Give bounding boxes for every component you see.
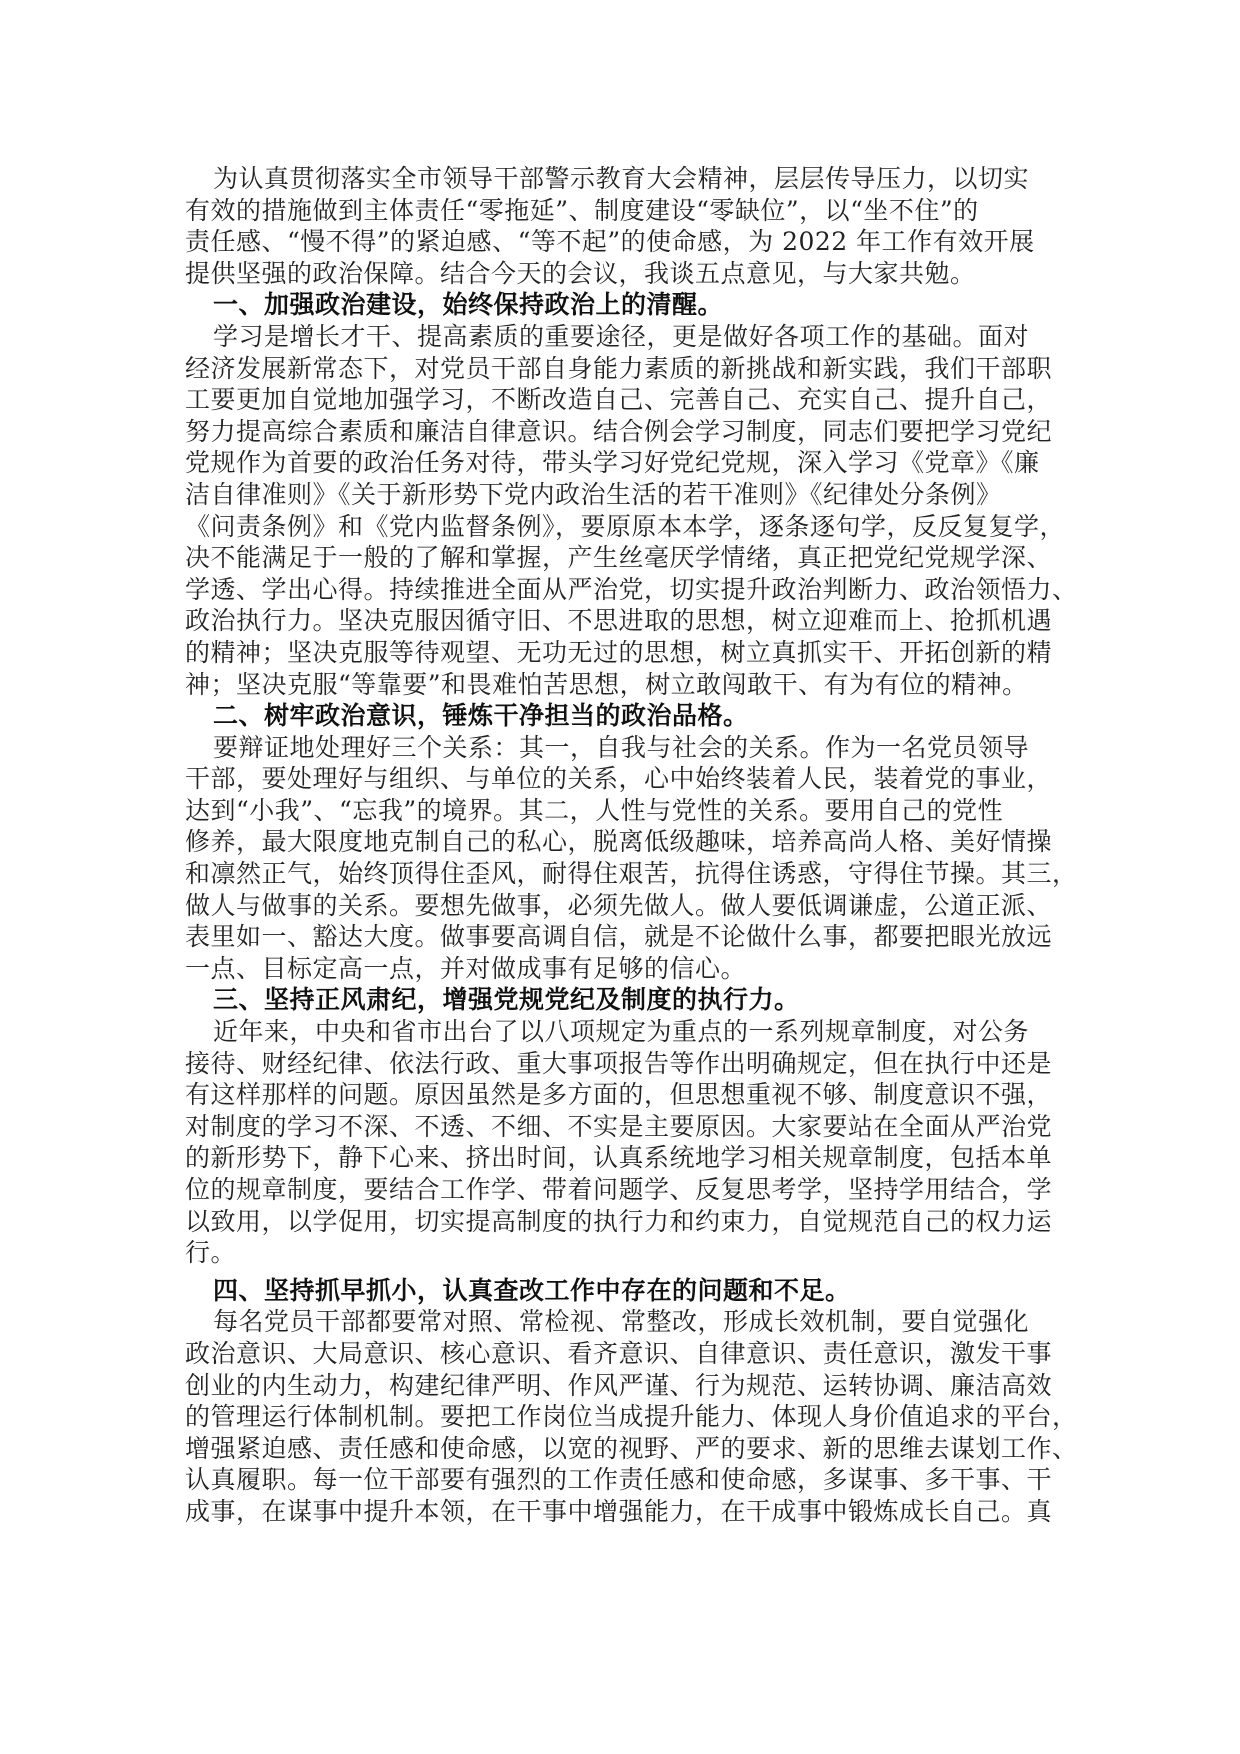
text-line: 努力提高综合素质和廉洁自律意识。结合例会学习制度，同志们要把学习党纪	[185, 416, 1053, 446]
text-line: 为认真贯彻落实全市领导干部警示教育大会精神，层层传导压力，以切实	[213, 164, 1030, 193]
text-line: 认真履职。每一位干部要有强烈的工作责任感和使命感，多谋事、多干事、干	[185, 1465, 1053, 1495]
text-line: 增强紧迫感、责任感和使命感，以宽的视野、严的要求、新的思维去谋划工作、	[185, 1433, 1078, 1463]
intro-paragraph	[185, 163, 1065, 289]
text-line: 有这样那样的问题。原因虽然是多方面的，但思想重视不够、制度意识不强，	[185, 1080, 1053, 1110]
section-2	[185, 700, 1078, 984]
text-line: 政治意识、大局意识、核心意识、看齐意识、自律意识、责任意识，激发干事	[185, 1338, 1053, 1368]
text-line: 创业的内生动力，构建纪律严明、作风严谨、行为规范、运转协调、廉洁高效	[185, 1370, 1053, 1400]
text-line: 学习是增长才干、提高素质的重要途径，更是做好各项工作的基础。面对	[213, 321, 1030, 351]
text-line: 以致用，以学促用，切实提高制度的执行力和约束力，自觉规范自己的权力运	[185, 1206, 1053, 1236]
text-line: 表里如一、豁达大度。做事要高调自信，就是不论做什么事，都要把眼光放远	[185, 922, 1053, 952]
section-heading: 一、加强政治建设，始终保持政治上的清醒。	[213, 290, 724, 320]
section-4	[185, 1275, 1078, 1528]
text-line: 要辩证地处理好三个关系：其一，自我与社会的关系。作为一名党员领导	[213, 732, 1030, 762]
text-line: 达到“小我”、“忘我”的境界。其二，人性与党性的关系。要用自己的党性	[185, 795, 1004, 825]
text-line: 学透、学出心得。持续推进全面从严治党，切实提升政治判断力、政治领悟力、	[185, 574, 1078, 604]
section-heading: 二、树牢政治意识，锤炼干净担当的政治品格。	[213, 701, 749, 731]
text-line: 党规作为首要的政治任务对待，带头学习好党纪党规，深入学习《党章》《廉	[185, 448, 1040, 478]
text-line: 的精神；坚决克服等待观望、无功无过的思想，树立真抓实干、开拓创新的精	[185, 637, 1053, 667]
text-line: 位的规章制度，要结合工作学、带着问题学、反复思考学，坚持学用结合，学	[185, 1175, 1053, 1204]
text-line: 的管理运行体制机制。要把工作岗位当成提升能力、体现人身价值追求的平台，	[185, 1402, 1078, 1432]
text-line: 接待、财经纪律、依法行政、重大事项报告等作出明确规定，但在执行中还是	[185, 1048, 1053, 1078]
text-line: 经济发展新常态下，对党员干部自身能力素质的新挑战和新实践，我们干部职	[185, 353, 1053, 383]
section-heading: 三、坚持正风肃纪，增强党规党纪及制度的执行力。	[213, 985, 800, 1015]
text-line: 政治执行力。坚决克服因循守旧、不思进取的思想，树立迎难而上、抢抓机遇	[185, 606, 1053, 636]
section-heading: 四、坚持抓早抓小，认真查改工作中存在的问题和不足。	[213, 1275, 851, 1305]
text-line: 做人与做事的关系。要想先做事，必须先做人。做人要低调谦虚，公道正派、	[185, 890, 1053, 920]
text-line: 《问责条例》和《党内监督条例》，要原原本本学，逐条逐句学，反反复复学，	[185, 511, 1066, 541]
text-line: 对制度的学习不深、不透、不细、不实是主要原因。大家要站在全面从严治党	[185, 1111, 1053, 1141]
text-line: 有效的措施做到主体责任“零拖延”、制度建设“零缺位”，以“坐不住”的	[185, 195, 979, 225]
section-1	[185, 289, 1078, 700]
text-line: 修养，最大限度地克制自己的私心，脱离低级趣味，培养高尚人格、美好情操	[185, 827, 1053, 857]
document-page	[185, 163, 1078, 1528]
text-line: 近年来，中央和省市出台了以八项规定为重点的一系列规章制度，对公务	[213, 1017, 1030, 1047]
text-line: 和凛然正气，始终顶得住歪风，耐得住艰苦，抗得住诱惑，守得住节操。其三，	[185, 859, 1078, 889]
text-line: 的新形势下，静下心来、挤出时间，认真系统地学习相关规章制度，包括本单	[185, 1143, 1053, 1173]
text-line: 每名党员干部都要常对照、常检视、常整改，形成长效机制，要自觉强化	[213, 1307, 1030, 1337]
text-line: 决不能满足于一般的了解和掌握，产生丝毫厌学情绪，真正把党纪党规学深、	[185, 543, 1053, 573]
section-3	[185, 984, 1065, 1268]
text-line: 一点、目标定高一点，并对做成事有足够的信心。	[185, 953, 747, 983]
text-line: 洁自律准则》《关于新形势下党内政治生活的若干准则》《纪律处分条例》	[185, 479, 1002, 509]
text-line: 行。	[185, 1238, 237, 1268]
text-line: 神；坚决克服“等靠要”和畏难怕苦思想，树立敢闯敢干、有为有位的精神。	[185, 669, 1028, 699]
text-line: 成事，在谋事中提升本领，在干事中增强能力，在干成事中锻炼成长自己。真	[185, 1496, 1053, 1526]
text-line: 责任感、“慢不得”的紧迫感、“等不起”的使命感，为 2022 年工作有效开展	[185, 227, 1035, 257]
text-line: 干部，要处理好与组织、与单位的关系，心中始终装着人民，装着党的事业，	[185, 764, 1053, 794]
text-line: 提供坚强的政治保障。结合今天的会议，我谈五点意见，与大家共勉。	[185, 258, 976, 288]
text-line: 工要更加自觉地加强学习，不断改造自己、完善自己、充实自己、提升自己，	[185, 385, 1053, 415]
